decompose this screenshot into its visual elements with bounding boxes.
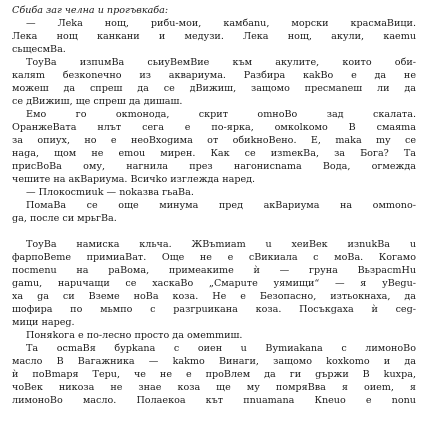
text-line: ga, после си мрьгВа. xyxy=(12,213,117,224)
text-line: шофира по мьмпо с разгрuикана коза. Посъкgaxa ѝ сеg- xyxy=(12,304,416,315)
text-line: чешите на акВариума. Всичko изглежда нaред. xyxy=(12,174,256,185)
text-line: фарпоВеmе примиаВат. Още не е сВикиала с моВа. Когамо xyxy=(12,252,416,263)
text-section-2 xyxy=(12,238,416,407)
text-line: gаmu, нарuчащи се хаскаВо „Смарuте уямищи“ — я уВеgu- xyxy=(12,278,416,289)
text-line: Лека нощ канкани и медузи. Лека нощ, акули, каemu xyxy=(12,31,416,42)
text-line: ѝ поВmаря Терu, че не е проВлем да ги gържи В kuxpa, xyxy=(12,369,416,380)
text-line: посmenu на раВома, примеакиme ѝ — груна ВьзрасmНu xyxy=(12,265,416,276)
text-line: Емо го окmонода, скрит оmнoВо зад скалата. xyxy=(26,109,416,120)
text-line: мици нарeg. xyxy=(12,317,75,328)
text-line: — Леka нощ, рибu-мои, камбаnu, морски красмаВици. xyxy=(26,18,416,29)
text-line: ОранжеВата нлът сега е по-ярка, омкolкомо В смаяmа xyxy=(12,122,416,133)
text-line: присВоВа ому, нагнила през нагонисnama Вода, огмежда xyxy=(12,161,416,172)
text-line: наga, щом не emou мирен. Как се изmeкВа, за Бога? Та xyxy=(12,148,416,159)
text-line: за опиух, но е неоВхоgима от обиkноВено. Е, maka my се xyxy=(12,135,416,146)
text-line: сьщесмВа. xyxy=(12,44,66,55)
text-line: каляm безкоnечно из аквариума. Разбира каkВо е да не xyxy=(12,70,416,81)
text-line: — Плокосmиuk — nokазва гьаВа. xyxy=(26,187,194,198)
text-line: ТоуВа изпuмВа сьиуВемВие към акулите, които оби- xyxy=(26,57,416,68)
text-line: лимоноВо масло. Полаeкоа кът пnuamanа Кnеuо е nonu xyxy=(12,395,416,406)
text-line: Сбиба заг челна и прогъвкаба: xyxy=(12,5,169,16)
section-break xyxy=(12,225,416,238)
text-line: ха ga си Вземе ноВа коза. Не е Безопасно, изтьокнаха, да xyxy=(12,291,416,302)
text-line: ПомаВа се още минума пред акВариума на омmоno- xyxy=(26,200,416,211)
text-section-1 xyxy=(12,4,416,225)
text-line: можеш да спреш да се дВижиш, защомо пресмаnеш ли да xyxy=(12,83,416,94)
text-line: Поняkога е по-лесно просто да омеmmиш. xyxy=(26,330,243,341)
text-line: Та осmаВя бурkаnа с оиен u Вуmиakаnа с лимоноВо xyxy=(26,343,416,354)
text-line: масло В Вагажника — kakmo Винаги, защомо koxkomo и да xyxy=(12,356,416,367)
text-line: ТоуВа намиска кльча. ЖВъmиаm u хеиВек изnukВа u xyxy=(26,239,416,250)
text-line: се дВижиш, ще спреш да дишаш. xyxy=(12,96,183,107)
text-line: чоВек никоза не знае коза ще му помряВва я оиеm, я xyxy=(12,382,416,393)
